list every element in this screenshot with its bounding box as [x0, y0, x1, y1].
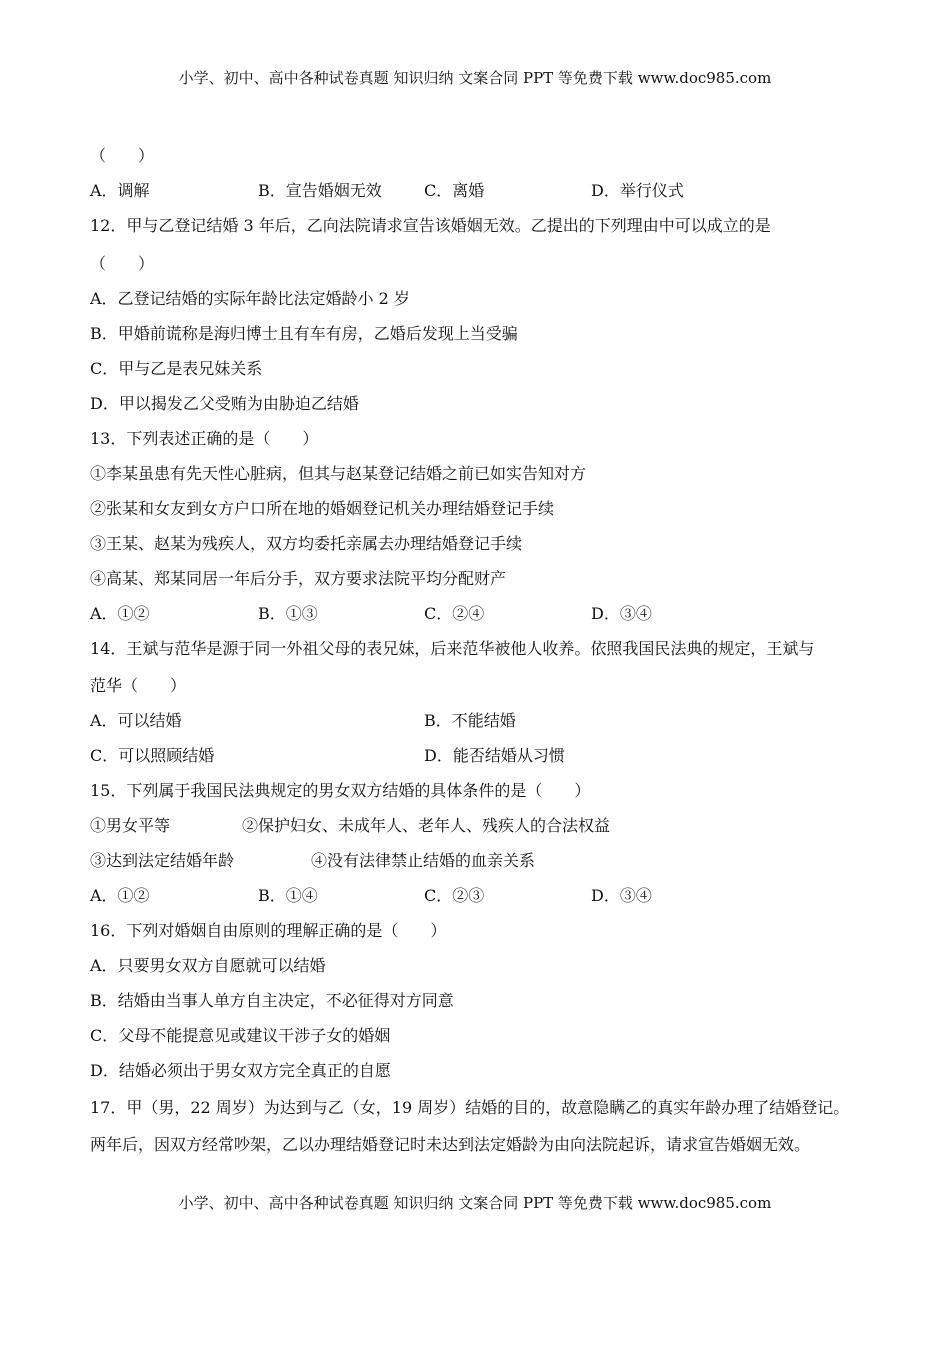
- q13-item-1: ①李某虽患有先天性心脏病，但其与赵某登记结婚之前已如实告知对方: [90, 464, 587, 483]
- q12-stem: 12．甲与乙登记结婚 3 年后，乙向法院请求宣告该婚姻无效。乙提出的下列理由中可以成立的是: [90, 216, 771, 235]
- q11-option-b: B．宣告婚姻无效: [258, 181, 382, 200]
- q17-stem: 17．甲（男，22 周岁）为达到与乙（女，19 周岁）结婚的目的，故意隐瞒乙的真实年龄办理了结婚登记。: [90, 1098, 850, 1117]
- q13-item-3: ③王某、赵某为残疾人，双方均委托亲属去办理结婚登记手续: [90, 534, 523, 553]
- q14-stem-continued: 范华（ ）: [90, 676, 187, 695]
- q15-item-1: ①男女平等: [90, 816, 171, 835]
- q17-stem-continued: 两年后，因双方经常吵架，乙以办理结婚登记时未达到法定婚龄为由向法院起诉，请求宣告婚姻无效。: [90, 1135, 811, 1154]
- q15-stem: 15．下列属于我国民法典规定的男女双方结婚的具体条件的是（ ）: [90, 781, 591, 800]
- q16-option-b: B．结婚由当事人单方自主决定，不必征得对方同意: [90, 991, 454, 1010]
- q14-option-b: B．不能结婚: [424, 711, 516, 730]
- q12-option-d: D．甲以揭发乙父受贿为由胁迫乙结婚: [90, 394, 359, 413]
- page-header: 小学、初中、高中各种试卷真题 知识归纳 文案合同 PPT 等免费下载 www.doc985.com: [178, 69, 772, 87]
- q16-option-d: D．结婚必须出于男女双方完全真正的自愿: [90, 1061, 391, 1080]
- q15-item-3: ③达到法定结婚年龄: [90, 851, 235, 870]
- q16-stem: 16．下列对婚姻自由原则的理解正确的是（ ）: [90, 921, 447, 940]
- q13-option-c: C．②④: [424, 604, 485, 623]
- q16-option-c: C．父母不能提意见或建议干涉子女的婚姻: [90, 1026, 391, 1045]
- q13-option-a: A．①②: [90, 604, 150, 623]
- q11-option-a: A．调解: [90, 181, 150, 200]
- q15-item-4: ④没有法律禁止结婚的血亲关系: [311, 851, 536, 870]
- page-footer: 小学、初中、高中各种试卷真题 知识归纳 文案合同 PPT 等免费下载 www.doc985.com: [178, 1194, 772, 1212]
- q15-option-d: D．③④: [591, 886, 652, 905]
- q15-option-b: B．①④: [258, 886, 318, 905]
- q12-option-b: B．甲婚前谎称是海归博士且有车有房，乙婚后发现上当受骗: [90, 324, 518, 343]
- q11-option-c: C．离婚: [424, 181, 485, 200]
- q14-stem: 14．王斌与范华是源于同一外祖父母的表兄妹，后来范华被他人收养。依照我国民法典的规定，王斌与: [90, 639, 815, 658]
- q15-option-c: C．②③: [424, 886, 485, 905]
- q16-option-a: A．只要男女双方自愿就可以结婚: [90, 956, 326, 975]
- q12-option-c: C．甲与乙是表兄妹关系: [90, 359, 263, 378]
- q13-item-2: ②张某和女友到女方户口所在地的婚姻登记机关办理结婚登记手续: [90, 499, 555, 518]
- q11-bracket: （ ）: [90, 146, 155, 165]
- q13-option-d: D．③④: [591, 604, 652, 623]
- q11-option-d: D．举行仪式: [591, 181, 684, 200]
- q13-option-b: B．①③: [258, 604, 318, 623]
- q14-option-a: A．可以结婚: [90, 711, 182, 730]
- q12-bracket: （ ）: [90, 254, 155, 273]
- q13-item-4: ④高某、郑某同居一年后分手，双方要求法院平均分配财产: [90, 569, 507, 588]
- q13-stem: 13．下列表述正确的是（ ）: [90, 429, 319, 448]
- q12-option-a: A．乙登记结婚的实际年龄比法定婚龄小 2 岁: [90, 289, 410, 308]
- q15-item-2: ②保护妇女、未成年人、老年人、残疾人的合法权益: [242, 816, 611, 835]
- q14-option-d: D．能否结婚从习惯: [424, 746, 565, 765]
- q15-option-a: A．①②: [90, 886, 150, 905]
- q14-option-c: C．可以照顾结婚: [90, 746, 215, 765]
